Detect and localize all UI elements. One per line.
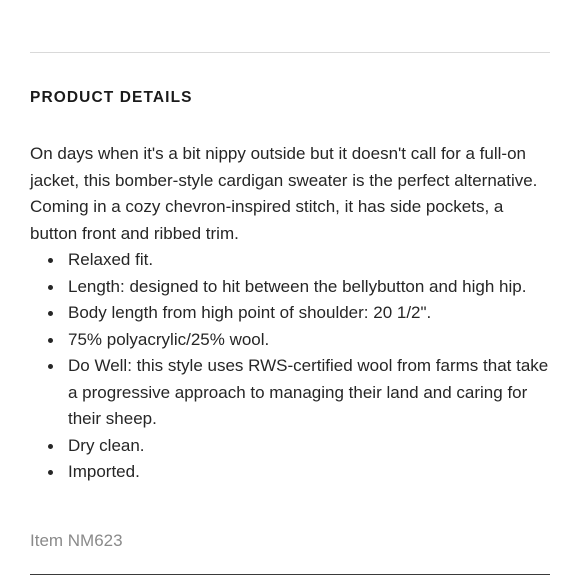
list-item: Imported. (30, 459, 555, 486)
product-description: On days when it's a bit nippy outside but it doesn't call for a full-on jacket, this bomber-style cardigan sweater is the perfect alternative. Coming in a cozy chevron-inspired stitch, it has side pockets, a button front and ribbed trim. (30, 144, 538, 243)
item-number: Item NM623 (30, 531, 123, 550)
list-item: Length: designed to hit between the bellybutton and high hip. (30, 274, 555, 301)
section-heading: PRODUCT DETAILS (30, 89, 193, 106)
list-item: 75% polyacrylic/25% wool. (30, 327, 555, 354)
list-item: Body length from high point of shoulder: 20 1/2". (30, 300, 555, 327)
list-item: Do Well: this style uses RWS-certified wool from farms that take a progressive approach to managing their land and caring for their sheep. (30, 353, 555, 433)
list-item: Dry clean. (30, 433, 555, 460)
list-item: Relaxed fit. (30, 247, 555, 274)
divider-top (30, 52, 550, 53)
divider-bottom (30, 574, 550, 575)
product-details-list (30, 247, 555, 486)
